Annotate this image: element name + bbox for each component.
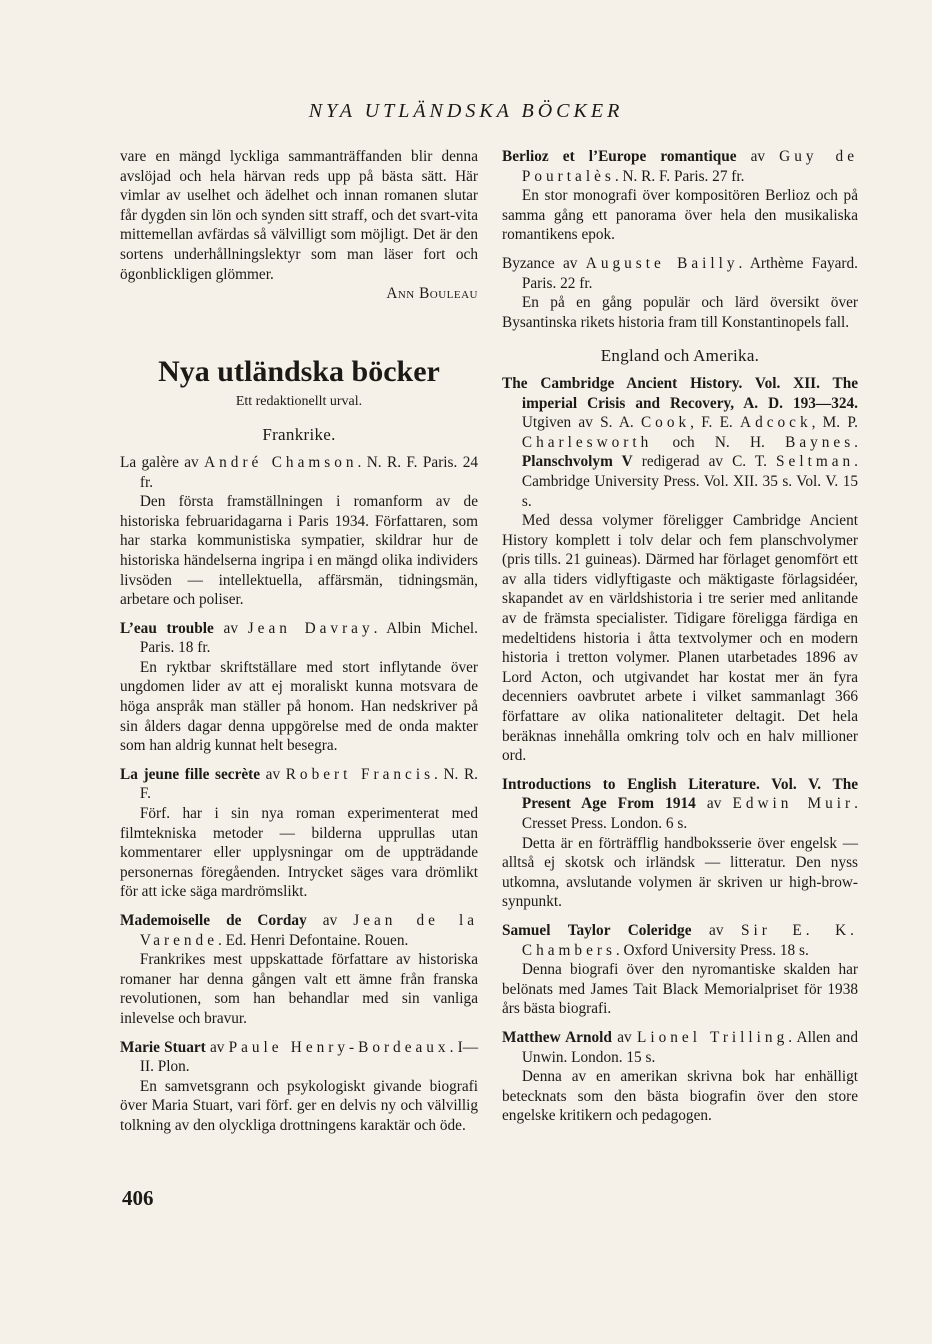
citation-text: och N. H. xyxy=(652,433,786,451)
book-citation xyxy=(502,775,858,834)
book-citation xyxy=(120,453,478,492)
citation-text: . Albin Michel. Paris. 18 fr. xyxy=(139,619,478,657)
page-number: 406 xyxy=(122,1186,154,1210)
book-citation xyxy=(502,254,858,293)
book-citation xyxy=(502,374,858,511)
book-description: Detta är en förträfflig handboksserie över engelsk — alltså ej skotsk och irländsk — litteratur. Den nyss utkomna, avslutande volymen är skriven ur high-brow-synpunkt. xyxy=(502,834,858,911)
citation-text: av xyxy=(736,148,780,165)
book-citation xyxy=(120,911,478,950)
right-column xyxy=(502,147,858,1135)
citation-text: . N. R. F. Paris. 27 fr. xyxy=(614,167,745,185)
citation-text: av xyxy=(205,1038,229,1056)
citation-text: av xyxy=(213,619,248,637)
book-description: Förf. har i sin nya roman experimenterat med filmtekniska metoder — bilderna upprullas utan kommentarer eller upplysningar om de uppträdande personernas föregåenden. Intrycket säges vara drömlikt för att icke säga mardrömslikt. xyxy=(120,805,478,901)
book-citation xyxy=(120,1038,478,1077)
section xyxy=(502,147,858,332)
citation-text: av xyxy=(611,1028,638,1046)
book-title: L’eau trouble xyxy=(120,619,214,637)
section-heading: Frankrike. xyxy=(262,425,336,445)
author-name: Guy de Pourtalès xyxy=(521,148,858,185)
book-description: En på en gång populär och lärd översikt över Bysantinska rikets historia fram till Konstantinopels fall. xyxy=(502,294,858,331)
book-citation xyxy=(120,765,478,804)
book-entry xyxy=(502,921,858,1019)
author-name: Sir E. K. Chambers xyxy=(521,921,858,959)
article-title: Nya utländska böcker xyxy=(158,354,440,388)
book-title: Introductions to English Literature. Vol. V. The Present Age From 1914 xyxy=(502,775,858,813)
book-entry xyxy=(120,1038,478,1136)
citation-text: . Ed. Henri Defontaine. Rouen. xyxy=(218,931,409,949)
book-citation xyxy=(120,619,478,658)
book-entry xyxy=(502,1028,858,1126)
book-description: Den första framställningen i romanform av de historiska februaridagarna i Paris 1934. Författaren, som har starka kommunistiska sympatier, skildrar hur de historiska händelserna ingripa i en mängd olika individers livsöden — intellektuella, affärsmän, tidningsmän, arbetare och poliser. xyxy=(120,493,478,609)
book-title: Planschvolym V xyxy=(521,453,633,471)
citation-text: . N. R. F. Paris. 24 fr. xyxy=(139,453,479,491)
book-entry xyxy=(502,374,858,766)
author-name: Adcock xyxy=(740,414,812,432)
citation-text: redigerad av C. T. xyxy=(632,453,777,471)
book-description: En stor monografi över kompositören Berlioz och på samma gång ett panorama över hela den musikaliska romantikens epok. xyxy=(502,187,858,244)
author-name: Baynes xyxy=(785,433,855,451)
author-name: Jean de la Varende xyxy=(139,912,479,949)
author-name: Paule Henry-Bordeaux xyxy=(228,1038,450,1056)
citation-text: . Oxford University Press. 18 s. xyxy=(615,941,809,959)
author-name: Seltman xyxy=(776,453,855,471)
citation-text: av xyxy=(691,921,742,939)
citation-text: av xyxy=(695,795,733,813)
book-title: Mademoiselle de Corday xyxy=(120,912,307,929)
section xyxy=(120,425,478,1135)
citation-text: . Allen and Unwin. London. 15 s. xyxy=(521,1028,858,1066)
book-citation xyxy=(502,921,858,960)
citation-text: La galère av xyxy=(120,453,205,471)
citation-text: . Cresset Press. London. 6 s. xyxy=(521,795,858,832)
running-head: NYA UTLÄNDSKA BÖCKER xyxy=(308,100,624,122)
author-name: Lionel Trilling xyxy=(637,1028,789,1046)
book-entry xyxy=(502,775,858,912)
book-entry xyxy=(120,765,478,902)
citation-text: , M. P. xyxy=(811,414,858,432)
book-entry xyxy=(120,619,478,756)
book-entry xyxy=(120,453,478,610)
author-name: Edwin Muir xyxy=(732,795,855,813)
book-title: Samuel Taylor Coleridge xyxy=(502,921,692,939)
article-subtitle: Ett redaktionellt urval. xyxy=(235,393,363,409)
section-heading: England och Amerika. xyxy=(600,346,760,366)
author-name: Jean Davray xyxy=(247,619,374,637)
author-name: Charlesworth xyxy=(521,433,653,451)
left-column xyxy=(120,147,478,1145)
book-title: La jeune fille secrète xyxy=(120,765,261,783)
book-entry xyxy=(502,147,858,245)
book-description: Frankrikes mest uppskattade författare av historiska romaner har denna gången valt ett ämne från franska revolutionen, som han behandlar med sin vanliga inlevelse och bravur. xyxy=(120,951,478,1027)
book-description: Denna av en amerikan skrivna bok har enhälligt betecknats som den bästa biografin över den store engelske kritikern och pedagogen. xyxy=(502,1068,858,1125)
intro-paragraph: vare en mängd lyckliga sammanträffanden blir denna avslöjad och hela härvan reds upp på bästa sätt. Här vimlar av uselhet och ädelhet och innan romanen slutar får dygden sin lön och synden sitt straff, och det svart-vita mittemellan avfärdas så välvilligt som möjligt. Det är den sortens underhållningslektyr som man läser fort och ögonblickligen glömmer. xyxy=(120,148,478,283)
citation-text: . I—II. Plon. xyxy=(139,1038,479,1076)
citation-text: av xyxy=(260,765,286,783)
author-signature: Ann Bouleau xyxy=(386,285,478,303)
citation-text: . Arthème Fayard. Paris. 22 fr. xyxy=(521,254,858,292)
book-title: Marie Stuart xyxy=(120,1038,206,1056)
book-description: Med dessa volymer föreligger Cambridge Ancient History komplett i tolv delar och fem planschvolymer (pris tills. 21 guineas). Därmed har förlaget genomfört ett av alla tiders vidlyftigaste och mäktigaste förlagsidéer, skapandet av en världshistoria i tre serier med anlitande av de främsta specialister. Tidigare föreligga färdiga en medeltidens historia i åtta textvolymer och en modern historia i tretton volymer. Planen utarbetades 1896 av Lord Acton, och utgivandet har kostat mer än fyra decenniers oavbrutet arbete i vilket sammanlagt 366 författare av olika nationaliteter deltagit. Det hela beräknas innehålla omkring tolv och en halv millioner ord. xyxy=(502,512,858,765)
citation-text: . N. R. F. xyxy=(139,765,478,803)
book-description: Denna biografi över den nyromantiske skalden har belönats med James Tait Black Memorialpriset för 1938 års bästa biografi. xyxy=(502,961,858,1018)
book-entry xyxy=(502,254,858,332)
citation-text: . xyxy=(854,433,858,451)
section xyxy=(502,346,858,1126)
book-description: En ryktbar skriftställare med stort inflytande över ungdomen lider av att ej moraliskt kunna motsvara de höga anspråk man ställer på honom. Han nedskriver på sin ålders dagar denna uppgörelse med de onda makter som han aldrig kunnat helt besegra. xyxy=(120,658,478,755)
author-name: Robert Francis xyxy=(285,765,435,783)
citation-text: Utgiven av S. A. xyxy=(521,414,641,432)
book-citation xyxy=(502,1028,858,1067)
citation-text: av xyxy=(306,912,354,929)
author-name: Cook xyxy=(640,414,691,432)
citation-text: , F. E. xyxy=(690,414,741,432)
author-name: Auguste Bailly xyxy=(585,254,739,272)
book-title: Matthew Arnold xyxy=(502,1028,612,1046)
citation-text: Byzance av xyxy=(502,254,586,272)
book-entry xyxy=(120,911,478,1029)
book-title: Berlioz et l’Europe romantique xyxy=(502,148,737,165)
book-title: The Cambridge Ancient History. Vol. XII. The imperial Crisis and Recovery, A. D. 193—324. xyxy=(502,374,858,412)
book-description: En samvetsgrann och psykologiskt givande biografi över Maria Stuart, vari förf. ger en delvis ny och välvillig tolkning av den olyckliga drottningens karaktär och öde. xyxy=(120,1077,478,1134)
book-citation xyxy=(502,147,858,186)
author-name: André Chamson xyxy=(204,453,358,471)
citation-text: . Cambridge University Press. Vol. XII. 35 s. Vol. V. 15 s. xyxy=(521,453,858,510)
